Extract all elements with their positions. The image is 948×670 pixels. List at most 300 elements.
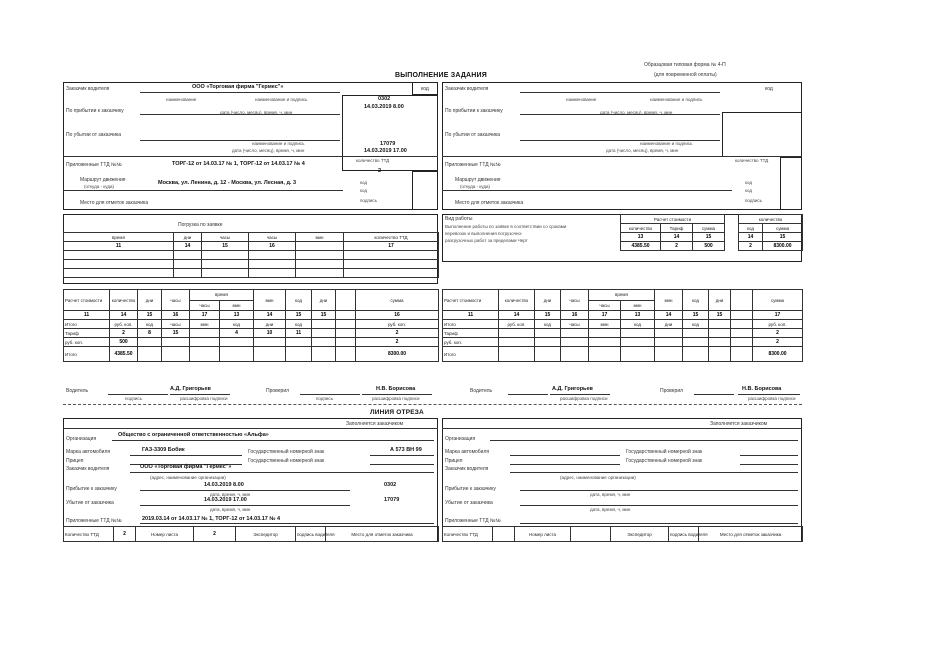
code-label-r: код [765, 86, 773, 92]
ttn-count-value: 2 [378, 168, 382, 174]
departure-line-label: Убытие от заказчика [66, 500, 114, 506]
table-cell [731, 329, 753, 338]
table-cell: мин [621, 300, 655, 311]
calc-table-right [442, 289, 803, 362]
table-cell [499, 338, 535, 347]
table-cell [296, 242, 344, 251]
table-cell: 13 [621, 233, 661, 242]
table-cell: Расчет стоимости [443, 290, 499, 311]
table-cell: руб. коп. [753, 320, 803, 329]
code-b-value: 17079 [380, 141, 396, 147]
table-cell: 17 [589, 311, 621, 320]
table-cell: 4385.50 [110, 347, 138, 362]
table-cell [561, 338, 589, 347]
table-cell: 8 [138, 329, 162, 338]
ttn-value: ТОРГ-12 от 14.03.17 № 1, ТОРГ-12 от 14.03.17 № 4 [172, 161, 305, 167]
departure-line-label-r: Убытие от заказчика [445, 500, 493, 506]
table-cell [249, 251, 296, 260]
work-type-line1: Выполнение работы по заявке в соответствии со сроками [445, 224, 567, 229]
state-num-label: Государственный номерной знак [248, 449, 325, 455]
table-cell [296, 251, 344, 260]
table-cell: 14 [499, 311, 535, 320]
bottom-code2-value: 17079 [384, 497, 400, 503]
stamp-sub-r2: наименование и подпись [640, 141, 693, 146]
tear-title: ЛИНИЯ ОТРЕЗА [370, 409, 424, 416]
table-cell: Тариф [661, 224, 693, 233]
table-cell: часы [162, 320, 190, 329]
table-cell: 17 [753, 311, 803, 320]
table-cell: 8300.00 [763, 242, 803, 251]
work-type-line2: перевозок и выполнения погрузочно- [445, 231, 523, 236]
route-label-r: Маршрут движения [455, 177, 501, 183]
table-cell [249, 269, 296, 278]
table-cell [709, 347, 731, 362]
table-cell [621, 347, 655, 362]
bottom-left-footer-table [63, 526, 439, 542]
table-cell [162, 338, 190, 347]
table-cell: код [286, 320, 312, 329]
table-cell: 10 [254, 329, 286, 338]
form-code: Образцовая типовая форма № 4-П [644, 62, 726, 68]
table-cell: 500 [693, 242, 725, 251]
car-model-value: ГАЗ-3309 Бобик [142, 447, 185, 453]
table-cell [64, 269, 174, 278]
table-cell: код [535, 320, 561, 329]
code-a-value: 0302 [378, 96, 391, 102]
work-type-line3: разгрузочных работ за пределами Черт [445, 238, 528, 243]
code-label-r2: код [745, 180, 753, 185]
code-label-2: код [360, 180, 368, 185]
address-sub: (адрес, наименование организации) [150, 475, 226, 480]
table-cell [571, 527, 611, 542]
table-cell: Количество ТТД [443, 527, 493, 542]
table-cell: количество ТТД [344, 233, 439, 242]
customer-line-value: ООО «Торговая фирма "Гермес"» [140, 464, 232, 470]
table-cell [220, 347, 254, 362]
table-cell [174, 260, 202, 269]
table-cell: сумма [356, 290, 439, 311]
ttn-label-r: Приложенные ТТД №№ [445, 162, 501, 168]
table-cell: руб. коп. [110, 320, 138, 329]
controller-decode-sub: расшифровка подписи [372, 396, 420, 401]
table-cell: Тариф [443, 329, 499, 338]
customer-line-label: Заказчик водителя [66, 466, 110, 472]
ttn-label: Приложенные ТТД №№ [66, 162, 122, 168]
table-cell [655, 338, 683, 347]
table-cell: 14 [254, 311, 286, 320]
table-cell [709, 329, 731, 338]
table-cell [535, 338, 561, 347]
table-cell: 15 [312, 311, 336, 320]
table-cell: Итого [64, 347, 110, 362]
table-cell [683, 347, 709, 362]
table-cell: код [138, 320, 162, 329]
table-cell: дни [312, 290, 336, 311]
table-cell [621, 338, 655, 347]
state-num-trailer-label: Государственный номерной знак [248, 458, 325, 464]
route-value: Москва, ул. Ленина, д. 12 - Москва, ул. Лесная, д. 3 [158, 180, 297, 186]
table-cell: количество [499, 290, 535, 311]
table-cell: 15 [162, 329, 190, 338]
form-subcode: (для повременной оплаты) [654, 72, 717, 78]
table-cell: количество [739, 215, 803, 224]
table-cell [709, 338, 731, 347]
table-cell: 8300.00 [356, 347, 439, 362]
table-cell [312, 320, 336, 329]
table-cell [336, 311, 356, 320]
customer-label: Заказчик водителя [66, 86, 110, 92]
state-num-value: А 573 ВН 99 [390, 447, 422, 453]
stamp-sub-r: наименование и подпись [650, 97, 703, 102]
table-cell: 11 [64, 242, 174, 251]
table-cell: 4385.50 [621, 242, 661, 251]
place-of-task-label: Место для отметок заказчика [80, 200, 149, 206]
table-cell: 16 [162, 311, 190, 320]
table-cell [249, 260, 296, 269]
table-cell: руб. коп. [443, 338, 499, 347]
customer-label-r: Заказчик водителя [445, 86, 489, 92]
table-cell: часы [561, 320, 589, 329]
calc-table-right-b [738, 214, 803, 251]
table-cell: 2 [356, 338, 439, 347]
table-cell: мин [220, 300, 254, 311]
top-right-small-cell [780, 157, 802, 210]
table-cell [731, 347, 753, 362]
table-cell: 13 [621, 311, 655, 320]
table-cell: 11 [443, 311, 499, 320]
driver-sign-sub: подпись [125, 396, 143, 401]
driver-name-r: А.Д. Григорьев [552, 386, 593, 392]
table-cell [731, 320, 753, 329]
table-cell: 11 [64, 311, 110, 320]
departure-label-r: По убытии от заказчика [445, 132, 501, 138]
table-cell: код [683, 290, 709, 311]
table-cell [499, 347, 535, 362]
table-cell [731, 290, 753, 311]
table-cell: 14 [661, 233, 693, 242]
arrival-line-label: Прибытие к заказчику [66, 486, 117, 492]
table-cell: Место для отметок заказчика [326, 527, 439, 542]
car-model-label-r: Марка автомобиля [445, 449, 490, 455]
table-cell [683, 329, 709, 338]
table-cell: количество [621, 224, 661, 233]
calc-table-right-a [620, 214, 725, 251]
table-cell: 2 [356, 329, 439, 338]
top-right-code-box [722, 112, 802, 157]
table-cell: 15 [683, 311, 709, 320]
controller-label-r: Проверил [660, 388, 684, 394]
table-cell [220, 338, 254, 347]
table-cell [731, 338, 753, 347]
table-cell: 2 [194, 527, 236, 542]
name-sub-r: наименование [566, 97, 597, 102]
table-cell: 14 [655, 311, 683, 320]
table-cell: мин [296, 233, 344, 242]
table-cell [162, 347, 190, 362]
table-cell: Итого [443, 320, 499, 329]
table-cell [64, 251, 174, 260]
table-cell [286, 338, 312, 347]
table-cell: 15 [535, 311, 561, 320]
table-cell: 15 [709, 311, 731, 320]
table-cell: подпись водителя [296, 527, 326, 542]
table-cell [138, 338, 162, 347]
table-cell [312, 329, 336, 338]
arrival-sub: дата, время, ч, мин [210, 492, 251, 497]
acc-ttn-label-r: Приложенные ТТД №№ [445, 518, 501, 524]
controller-name-r: Н.В. Борисова [742, 386, 782, 392]
trailer-label: Прицеп [66, 458, 84, 464]
table-cell: 13 [220, 311, 254, 320]
table-cell [64, 260, 174, 269]
arrival-time-value: 14.03.2019 8.00 [364, 104, 404, 110]
date-time-sub-r: дата (число, месяц), время, ч, мин [600, 110, 673, 115]
table-cell: мин [190, 320, 220, 329]
table-cell: сумма [763, 224, 803, 233]
table-cell: 14 [174, 242, 202, 251]
table-cell [683, 338, 709, 347]
table-cell [174, 251, 202, 260]
table-cell: Номер листа [136, 527, 194, 542]
table-cell: количество [110, 290, 138, 311]
bottom-fill-note: Заполняется заказчиком [346, 421, 404, 427]
table-cell: время [190, 290, 254, 301]
table-cell: 14 [110, 311, 138, 320]
driver-decode-sub-r: расшифровка подписи [560, 396, 608, 401]
table-cell: 14 [739, 233, 763, 242]
table-cell [286, 347, 312, 362]
route-sub-r: (откуда - куда) [460, 184, 490, 189]
bottom-arrival-value: 14.03.2019 8.00 [204, 482, 244, 488]
table-cell: 2 [753, 329, 803, 338]
table-cell [709, 320, 731, 329]
table-cell [174, 269, 202, 278]
table-cell: сумма [753, 290, 803, 311]
table-cell: Расчет стоимости [64, 290, 110, 311]
table-cell: подпись водителя [669, 527, 699, 542]
date-time-sub-r2: дата (число, месяц), время, ч, мин [606, 148, 679, 153]
table-cell: Итого [443, 347, 499, 362]
org-value: Общество с ограниченной ответственностью «Альфа» [118, 432, 269, 438]
table-cell: Экспедитор [611, 527, 669, 542]
ttn-count-label: количество ТТД [356, 158, 390, 163]
table-cell [254, 347, 286, 362]
table-cell: часы [249, 233, 296, 242]
table-cell: дни [709, 290, 731, 311]
departure-sub-r: дата, время, ч, мин [590, 507, 631, 512]
code-label: код [421, 86, 429, 92]
table-cell: 15 [138, 311, 162, 320]
ttn-count-label-r: количество ТТД [735, 158, 769, 163]
table-cell: код [683, 320, 709, 329]
table-cell [493, 527, 515, 542]
table-cell: Тариф [64, 329, 110, 338]
table-cell: код [739, 224, 763, 233]
table-cell: 17 [344, 242, 439, 251]
table-cell: 500 [110, 338, 138, 347]
table-cell [190, 338, 220, 347]
table-cell: 2 [739, 242, 763, 251]
table-cell: 2 [753, 338, 803, 347]
table-cell: дни [655, 320, 683, 329]
arrival-line-label-r: Прибытие к заказчику [445, 486, 496, 492]
departure-label: По убытии от заказчика [66, 132, 122, 138]
loading-table-left [63, 232, 439, 278]
route-label: Маршрут движения [80, 177, 126, 183]
signature-sub-r: подпись [745, 198, 763, 203]
table-cell [561, 347, 589, 362]
car-model-label: Марка автомобиля [66, 449, 111, 455]
table-cell [344, 260, 439, 269]
table-cell [344, 269, 439, 278]
table-cell: 2 [661, 242, 693, 251]
table-cell: 16 [249, 242, 296, 251]
org-label-r: Организация [445, 436, 476, 442]
table-cell [499, 329, 535, 338]
table-cell: часы [190, 300, 220, 311]
table-cell [190, 347, 220, 362]
calc-table-left [63, 289, 439, 362]
table-cell [589, 329, 621, 338]
state-num-trailer-label-r: Государственный номерной знак [626, 458, 703, 464]
controller-name: Н.В. Борисова [376, 386, 416, 392]
table-cell [336, 347, 356, 362]
stamp-sub-2: наименование и подпись [252, 141, 305, 146]
bottom-ttn-value: 2019.03.14 от 14.03.17 № 1, ТОРГ-12 от 14.03.17 № 4 [142, 516, 281, 522]
table-cell: Расчет стоимости [621, 215, 725, 224]
table-cell: 16 [356, 311, 439, 320]
table-cell: дни [535, 290, 561, 311]
table-cell [655, 347, 683, 362]
controller-label: Проверил [266, 388, 290, 394]
table-cell [336, 320, 356, 329]
table-cell: часы [162, 290, 190, 311]
controller-decode-sub-r: расшифровка подписи [748, 396, 796, 401]
cargo-work-label: Погрузка по заявке [178, 222, 223, 228]
table-cell [336, 338, 356, 347]
table-cell: мин [655, 290, 683, 311]
table-cell: 15 [286, 311, 312, 320]
table-cell: мин [254, 290, 286, 311]
trailer-label-r: Прицеп [445, 458, 463, 464]
table-cell: время [589, 290, 655, 301]
bottom-departure-value: 14.03.2019 17.00 [204, 497, 247, 503]
table-cell: 2 [114, 527, 136, 542]
table-cell: дни [138, 290, 162, 311]
date-time-sub-2: дата (число, месяц), время, ч, мин [232, 148, 305, 153]
place-of-task-label-r: Место для отметок заказчика [455, 200, 524, 206]
table-cell: код [621, 320, 655, 329]
table-cell: Итого [64, 320, 110, 329]
table-cell: руб. коп. [499, 320, 535, 329]
table-cell [535, 329, 561, 338]
departure-time-value: 14.03.2019 17.00 [364, 148, 407, 154]
table-cell: 4 [220, 329, 254, 338]
code-label-3: код [360, 188, 368, 193]
table-cell: 15 [202, 242, 249, 251]
table-cell [202, 260, 249, 269]
arrival-label: По прибытии к заказчику [66, 108, 124, 114]
table-cell [312, 338, 336, 347]
state-num-label-r: Государственный номерной знак [626, 449, 703, 455]
departure-sub: дата, время, ч, мин [210, 507, 251, 512]
table-cell: 2 [110, 329, 138, 338]
driver-name: А.Д. Григорьев [170, 386, 211, 392]
table-cell [296, 260, 344, 269]
table-cell [296, 269, 344, 278]
table-cell: Место для отметок заказчика [699, 527, 803, 542]
table-cell: часы [589, 300, 621, 311]
table-cell [312, 347, 336, 362]
table-cell: дни [174, 233, 202, 242]
table-cell: часы [561, 290, 589, 311]
table-cell: Количество ТТД [64, 527, 114, 542]
table-cell [190, 329, 220, 338]
tear-line [63, 404, 802, 405]
table-cell: код [220, 320, 254, 329]
driver-decode-sub: расшифровка подписи [180, 396, 228, 401]
date-time-sub: дата (число, месяц), время, ч, мин [220, 110, 293, 115]
stamp-sub: наименование и подпись [255, 97, 308, 102]
address-sub-r: (адрес, наименование организации) [560, 475, 636, 480]
bottom-code-value: 0302 [384, 482, 397, 488]
table-cell [621, 329, 655, 338]
table-cell: мин [589, 320, 621, 329]
table-cell [202, 251, 249, 260]
table-cell: Номер листа [515, 527, 571, 542]
arrival-label-r: По прибытии к заказчику [445, 108, 503, 114]
name-sub: наименование [166, 97, 197, 102]
table-cell [589, 347, 621, 362]
table-cell [655, 329, 683, 338]
table-cell: Экспедитор [236, 527, 296, 542]
acc-ttn-label: Приложенные ТТД №№ [66, 518, 122, 524]
arrival-sub-r: дата, время, ч, мин [590, 492, 631, 497]
table-cell: код [286, 290, 312, 311]
table-cell [336, 329, 356, 338]
main-title: ВЫПОЛНЕНИЕ ЗАДАНИЯ [395, 72, 488, 79]
table-cell [336, 290, 356, 311]
table-cell: 8300.00 [753, 347, 803, 362]
customer-line-label-r: Заказчик водителя [445, 466, 489, 472]
table-cell: 11 [286, 329, 312, 338]
table-cell: часы [202, 233, 249, 242]
bottom-fill-note-r: Заполняется заказчиком [710, 421, 768, 427]
table-cell [731, 311, 753, 320]
table-cell: сумма [693, 224, 725, 233]
table-cell: дни [254, 320, 286, 329]
driver-label-r: Водитель [470, 388, 493, 394]
table-cell [535, 347, 561, 362]
work-type-head: Вид работы [445, 216, 473, 222]
table-cell [202, 269, 249, 278]
code-label-r3: код [745, 188, 753, 193]
signature-sub: подпись [360, 198, 378, 203]
table-cell [254, 338, 286, 347]
table-cell: руб. коп. [356, 320, 439, 329]
org-label: Организация [66, 436, 97, 442]
table-cell [589, 338, 621, 347]
table-cell: 17 [190, 311, 220, 320]
driver-label: Водитель [66, 388, 89, 394]
table-cell: 15 [693, 233, 725, 242]
bottom-right-footer-table [442, 526, 803, 542]
table-cell: руб. коп. [64, 338, 110, 347]
table-cell [138, 347, 162, 362]
table-cell: 16 [561, 311, 589, 320]
top-left-small-cell [412, 171, 438, 210]
table-cell [344, 251, 439, 260]
